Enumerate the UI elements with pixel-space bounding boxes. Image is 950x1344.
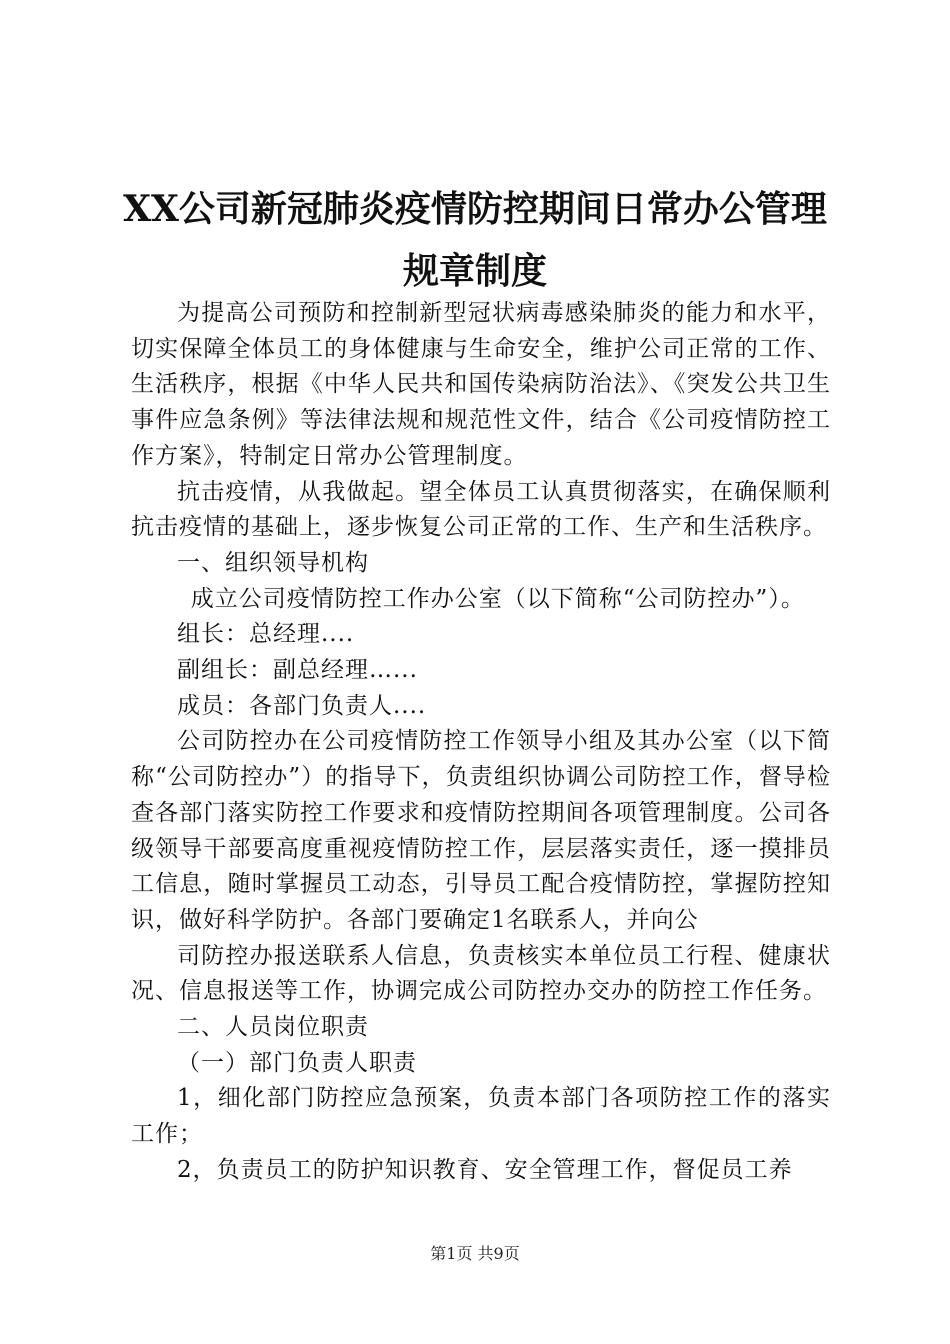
intro-paragraph: 为提高公司预防和控制新型冠状病毒感染肺炎的能力和水平，切实保障全体员工的身体健康与生命安全，维护公司正常的工作、生活秩序，根据《中华人民共和国传染病防治法》、《突发公共卫生事件应急条例》等法律法规和规范性文件，结合《公司疫情防控工作方案》，特制定日常办公管理制度。 (131, 300, 831, 469)
document-title-line-2: 规章制度 (402, 250, 547, 292)
section-heading-responsibilities: 二、人员岗位职责 (177, 1014, 369, 1041)
section-heading-organization: 一、组织领导机构 (177, 549, 369, 576)
members-line: 成员：各部门负责人.... (177, 692, 427, 719)
page-number-footer: 第1页 共9页 (430, 1244, 520, 1263)
team-leader-line: 组长：总经理.... (177, 621, 355, 648)
office-duties-paragraph: 公司防控办在公司疫情防控工作领导小组及其办公室（以下简称“公司防控办”）的指导下，负责组织协调公司防控工作，督导检查各部门落实防控工作要求和疫情防控期间各项管理制度。公司各级领导干部要高度重视疫情防控工作，层层落实责任，逐一摸排员工信息，随时掌握员工动态，引导员工配合疫情防控，掌握防控知识，做好科学防护。各部门要确定1名联系人，并向公 (131, 728, 831, 933)
slogan-paragraph: 抗击疫情，从我做起。望全体员工认真贯彻落实，在确保顺利抗击疫情的基础上，逐步恢复公司正常的工作、生产和生活秩序。 (131, 478, 831, 541)
office-duties-continued-paragraph: 司防控办报送联系人信息，负责核实本单位员工行程、健康状况、信息报送等工作，协调完成公司防控办交办的防控工作任务。 (131, 942, 831, 1005)
duty-item-2: 2，负责员工的防护知识教育、安全管理工作，督促员工养 (177, 1156, 793, 1183)
deputy-leader-line: 副组长：副总经理…... (177, 657, 418, 684)
document-title-line-1: XX公司新冠肺炎疫情防控期间日常办公管理 (123, 188, 827, 230)
subsection-heading-department-heads: （一）部门负责人职责 (177, 1049, 417, 1076)
document-body (131, 296, 831, 1189)
duty-item-1: 1，细化部门防控应急预案，负责本部门各项防控工作的落实工作； (131, 1085, 831, 1148)
office-establishment-paragraph: 成立公司疫情防控工作办公室（以下简称“公司防控办”）。 (190, 585, 805, 612)
